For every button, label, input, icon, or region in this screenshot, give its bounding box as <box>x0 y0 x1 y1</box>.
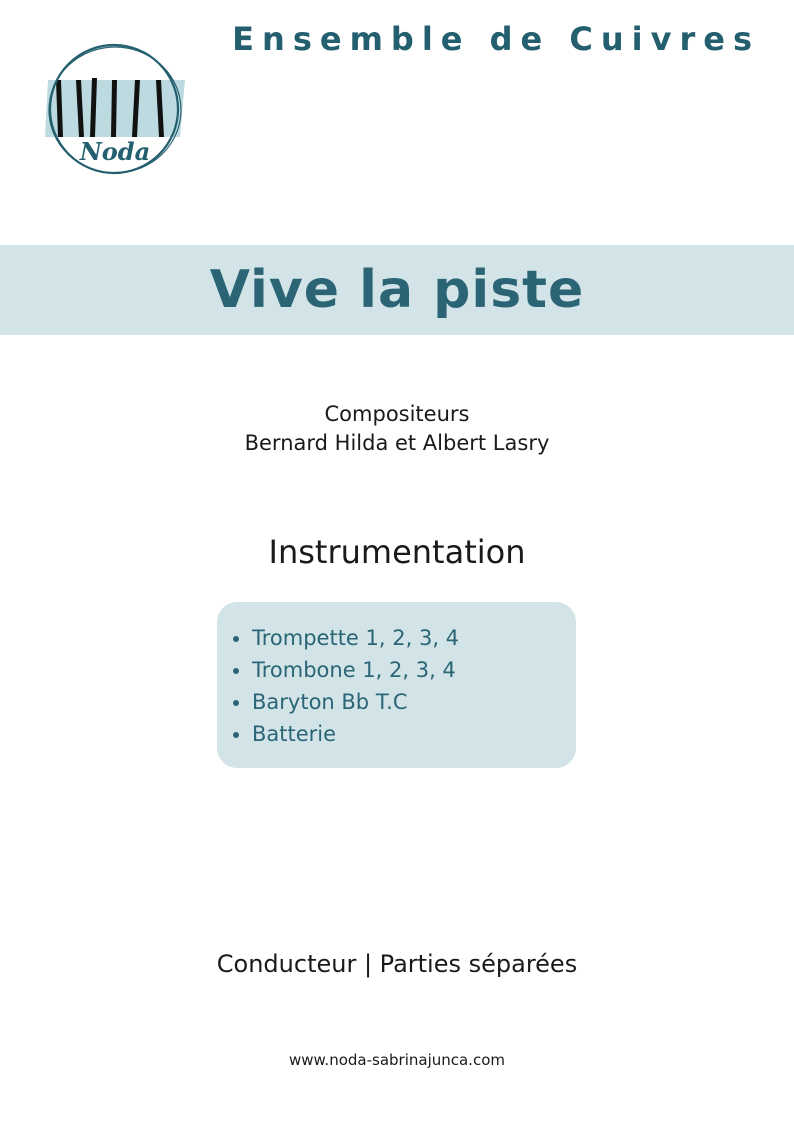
logo-wordmark: Noda <box>79 137 151 166</box>
instrumentation-box <box>217 602 576 768</box>
composers-block <box>0 400 794 458</box>
ensemble-subtitle: Ensemble de Cuivres <box>232 20 760 58</box>
composers-names: Bernard Hilda et Albert Lasry <box>244 431 550 455</box>
instrumentation-heading: Instrumentation <box>268 533 526 571</box>
page-title: Vive la piste <box>209 260 585 320</box>
composers-label: Compositeurs <box>324 402 470 426</box>
formats-line: Conducteur | Parties séparées <box>216 950 578 978</box>
title-band <box>0 245 794 335</box>
instrument-item: Baryton Bb T.C <box>231 686 576 718</box>
instrumentation-list <box>231 622 576 750</box>
instrument-item: Trompette 1, 2, 3, 4 <box>231 622 576 654</box>
instrument-item: Batterie <box>231 718 576 750</box>
noda-logo <box>40 40 190 182</box>
instrument-item: Trombone 1, 2, 3, 4 <box>231 654 576 686</box>
website-link[interactable]: www.noda-sabrinajunca.com <box>289 1051 505 1069</box>
